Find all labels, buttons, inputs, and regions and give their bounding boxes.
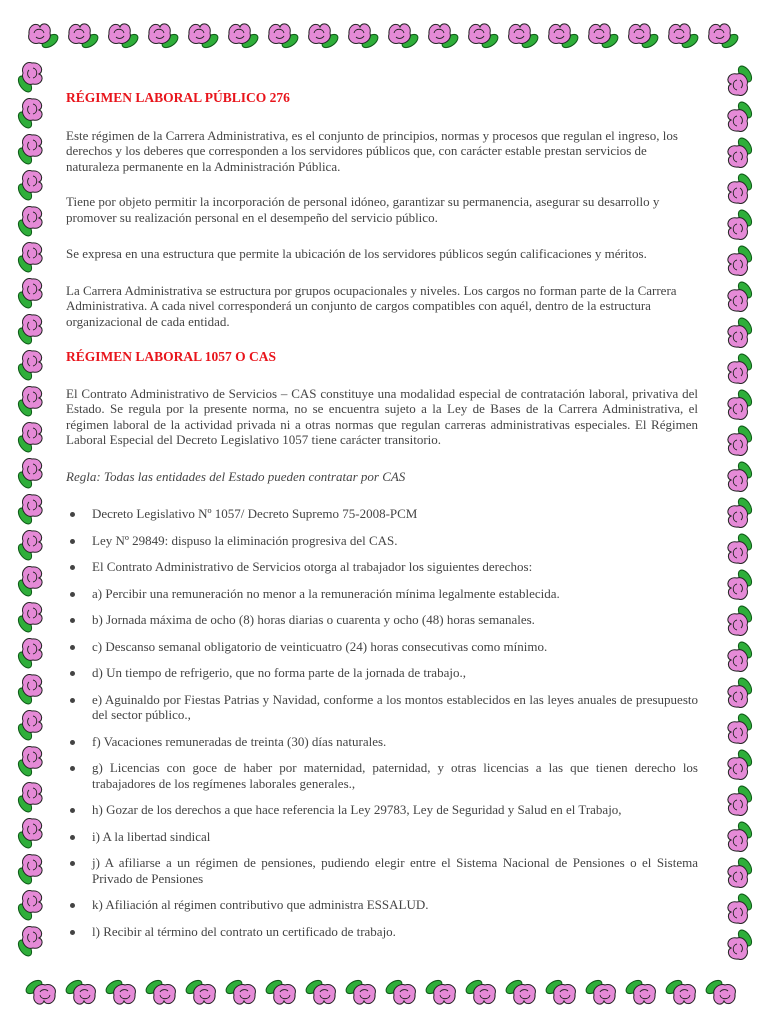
- rose-icon: [728, 568, 754, 600]
- rose-icon: [109, 24, 141, 50]
- paragraph-276-3: Se expresa en una estructura que permite la ubicación de los servidores públicos según calificaciones y méritos.: [66, 246, 647, 261]
- rose-icon: [728, 280, 754, 312]
- bullet-icon: [70, 930, 75, 935]
- rose-icon: [64, 978, 96, 1004]
- rose-icon: [16, 819, 42, 851]
- rose-icon: [664, 978, 696, 1004]
- rose-icon: [304, 978, 336, 1004]
- rose-icon: [24, 978, 56, 1004]
- rose-icon: [16, 567, 42, 599]
- rose-icon: [16, 387, 42, 419]
- rights-list: [66, 506, 698, 939]
- rose-icon: [16, 495, 42, 527]
- rose-icon: [16, 207, 42, 239]
- rose-icon: [16, 783, 42, 815]
- rose-icon: [728, 64, 754, 96]
- list-item: [66, 559, 698, 575]
- rose-icon: [469, 24, 501, 50]
- rose-icon: [728, 604, 754, 636]
- rose-icon: [728, 820, 754, 852]
- rose-icon: [728, 316, 754, 348]
- rose-icon: [728, 460, 754, 492]
- list-item-text: i) A la libertad sindical: [92, 828, 211, 844]
- rose-icon: [544, 978, 576, 1004]
- rose-icon: [264, 978, 296, 1004]
- rose-icon: [16, 747, 42, 779]
- bullet-icon: [70, 645, 75, 650]
- list-item: [66, 665, 698, 681]
- rose-icon: [728, 712, 754, 744]
- rose-icon: [709, 24, 741, 50]
- rose-icon: [16, 99, 42, 131]
- bullet-icon: [70, 808, 75, 813]
- rose-icon: [16, 351, 42, 383]
- bullet-icon: [70, 698, 75, 703]
- bullet-icon: [70, 671, 75, 676]
- list-item: [66, 612, 698, 628]
- rose-icon: [16, 459, 42, 491]
- bullet-icon: [70, 903, 75, 908]
- rose-icon: [16, 891, 42, 923]
- rose-icon: [728, 748, 754, 780]
- rose-icon: [349, 24, 381, 50]
- rose-icon: [728, 100, 754, 132]
- rose-icon: [728, 784, 754, 816]
- rose-icon: [144, 978, 176, 1004]
- list-item-text: Decreto Legislativo Nº 1057/ Decreto Supremo 75-2008-PCM: [92, 506, 418, 521]
- rose-icon: [16, 927, 42, 959]
- rose-icon: [16, 531, 42, 563]
- list-item-text: e) Aguinaldo por Fiestas Patrias y Navidad, conforme a los montos establecidos en las leyes anuales de presupuesto del sector público.,: [92, 691, 698, 722]
- list-item: [66, 855, 698, 886]
- list-item: [66, 802, 698, 818]
- list-item-text: g) Licencias con goce de haber por maternidad, paternidad, y otras licencias a las que tienen derecho los trabajadores de los regímenes laborales generales.,: [92, 760, 698, 791]
- rose-icon: [728, 676, 754, 708]
- rose-icon: [344, 978, 376, 1004]
- list-item: [66, 506, 698, 522]
- rose-icon: [728, 424, 754, 456]
- rose-icon: [389, 24, 421, 50]
- rose-icon: [504, 978, 536, 1004]
- rose-icon: [669, 24, 701, 50]
- list-item: [66, 760, 698, 791]
- rose-icon: [16, 711, 42, 743]
- paragraph-276-2: Tiene por objeto permitir la incorporación de personal idóneo, garantizar su permanencia, asegurar su desarrollo y promover su realización personal en el desempeño del servicio público.: [66, 194, 660, 225]
- rose-icon: [429, 24, 461, 50]
- document-page: [66, 72, 698, 950]
- list-item: [66, 533, 698, 549]
- bullet-icon: [70, 565, 75, 570]
- list-item: [66, 734, 698, 750]
- rose-icon: [269, 24, 301, 50]
- bullet-icon: [70, 592, 75, 597]
- bullet-icon: [70, 835, 75, 840]
- rose-icon: [184, 978, 216, 1004]
- rose-icon: [309, 24, 341, 50]
- rose-icon: [728, 640, 754, 672]
- list-item: [66, 586, 698, 602]
- rose-icon: [149, 24, 181, 50]
- rose-icon: [29, 24, 61, 50]
- rose-icon: [464, 978, 496, 1004]
- list-item: [66, 924, 698, 940]
- bullet-icon: [70, 740, 75, 745]
- paragraph-276-4: La Carrera Administrativa se estructura por grupos ocupacionales y niveles. Los cargos no forman parte de la Carrera Administrativa. A cada nivel corresponderá un conjunto de cargos compatibles con aquél, dentro de la estructura organizacional de cada entidad.: [66, 282, 677, 329]
- rose-icon: [69, 24, 101, 50]
- rose-icon: [584, 978, 616, 1004]
- rose-icon: [728, 496, 754, 528]
- paragraph-276-1: Este régimen de la Carrera Administrativa, es el conjunto de principios, normas y procesos que regulan el ingreso, los derechos y los deberes que corresponden a los servidores públicos que, con carácter estable prestan servicios de naturaleza permanente en la Administración Pública.: [66, 127, 678, 174]
- rose-icon: [16, 855, 42, 887]
- rose-icon: [629, 24, 661, 50]
- list-item: [66, 897, 698, 913]
- list-item-text: Ley Nº 29849: dispuso la eliminación progresiva del CAS.: [92, 532, 398, 548]
- rule-text: Regla: Todas las entidades del Estado pueden contratar por CAS: [66, 468, 406, 484]
- rose-icon: [728, 244, 754, 276]
- rose-icon: [16, 171, 42, 203]
- rose-icon: [16, 279, 42, 311]
- list-item-text: d) Un tiempo de refrigerio, que no forma parte de la jornada de trabajo.,: [92, 665, 466, 680]
- rose-icon: [728, 172, 754, 204]
- list-item-text: f) Vacaciones remuneradas de treinta (30) días naturales.: [92, 733, 387, 749]
- list-item-text: c) Descanso semanal obligatorio de veinticuatro (24) horas consecutivas como mínimo.: [92, 638, 548, 654]
- rose-icon: [728, 136, 754, 168]
- rose-icon: [728, 388, 754, 420]
- rose-icon: [229, 24, 261, 50]
- list-item-text: k) Afiliación al régimen contributivo que administra ESSALUD.: [92, 897, 429, 912]
- rose-icon: [424, 978, 456, 1004]
- list-item: [66, 639, 698, 655]
- rose-icon: [189, 24, 221, 50]
- rose-icon: [728, 892, 754, 924]
- rose-icon: [16, 423, 42, 455]
- rose-icon: [16, 63, 42, 95]
- rose-icon: [589, 24, 621, 50]
- rose-icon: [728, 856, 754, 888]
- rose-icon: [384, 978, 416, 1004]
- bullet-icon: [70, 766, 75, 771]
- title-regimen-cas: RÉGIMEN LABORAL 1057 O CAS: [66, 349, 277, 364]
- rose-icon: [728, 352, 754, 384]
- list-item: [66, 829, 698, 845]
- bullet-icon: [70, 539, 75, 544]
- rose-icon: [16, 675, 42, 707]
- list-item-text: El Contrato Administrativo de Servicios otorga al trabajador los siguientes derechos:: [92, 559, 533, 574]
- rose-icon: [728, 208, 754, 240]
- rose-icon: [704, 978, 736, 1004]
- list-item-text: a) Percibir una remuneración no menor a la remuneración mínima legalmente establecida.: [92, 585, 560, 601]
- rose-icon: [624, 978, 656, 1004]
- bullet-icon: [70, 618, 75, 623]
- rose-icon: [104, 978, 136, 1004]
- list-item-text: l) Recibir al término del contrato un certificado de trabajo.: [92, 923, 396, 939]
- list-item: [66, 692, 698, 723]
- bullet-icon: [70, 512, 75, 517]
- title-regimen-276: RÉGIMEN LABORAL PÚBLICO 276: [66, 90, 290, 105]
- list-item-text: h) Gozar de los derechos a que hace referencia la Ley 29783, Ley de Seguridad y Salud en el Trabajo,: [92, 802, 622, 817]
- rose-icon: [16, 243, 42, 275]
- rose-icon: [224, 978, 256, 1004]
- rose-icon: [16, 603, 42, 635]
- rose-icon: [16, 315, 42, 347]
- rose-icon: [728, 928, 754, 960]
- bullet-icon: [70, 861, 75, 866]
- rose-icon: [549, 24, 581, 50]
- list-item-text: b) Jornada máxima de ocho (8) horas diarias o cuarenta y ocho (48) horas semanales.: [92, 612, 535, 627]
- list-item-text: j) A afiliarse a un régimen de pensiones, pudiendo elegir entre el Sistema Nacional de Pensiones o el Sistema Privado de Pensiones: [92, 855, 698, 886]
- rose-icon: [509, 24, 541, 50]
- rose-icon: [728, 532, 754, 564]
- paragraph-cas: El Contrato Administrativo de Servicios – CAS constituye una modalidad especial de contratación laboral, privativa del Estado. Se regula por la presente norma, no se encuentra sujeto a la Ley de Bases de la Carrera Administrativa, el régimen laboral de la actividad privada ni a otras normas que regulan carreras administrativas especiales. El Régimen Laboral Especial del Decreto Legislativo 1057 tiene carácter transitorio.: [66, 385, 698, 447]
- rose-icon: [16, 639, 42, 671]
- rose-icon: [16, 135, 42, 167]
